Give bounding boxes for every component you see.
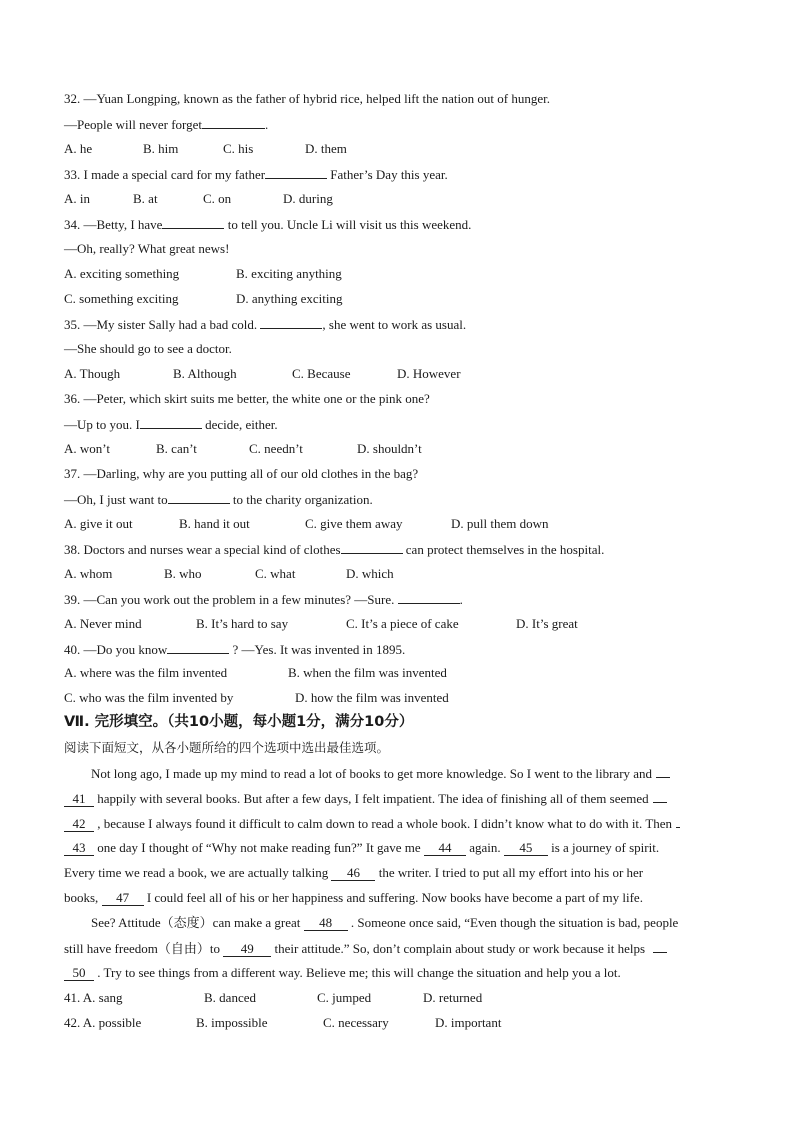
- passage-line-8: [64, 939, 667, 958]
- question-32-option-d: D. them: [305, 141, 347, 156]
- question-41-option-a: 41. A. sang: [64, 990, 123, 1005]
- answer-blank: [341, 540, 403, 554]
- question-34-option-a: A. exciting something: [64, 266, 180, 281]
- blank-43-start: [676, 814, 680, 828]
- question-34-line-1: [64, 215, 471, 234]
- blank-48-number: 48: [304, 915, 348, 931]
- question-32-text: —People will never forget: [64, 117, 203, 132]
- answer-blank: [162, 215, 224, 229]
- blank-43-number: 43: [64, 840, 94, 856]
- question-40-option-b: B. when the film was invented: [288, 665, 447, 680]
- question-40-end: ? —Yes. It was invented in 1895.: [229, 642, 406, 657]
- answer-blank: [167, 640, 229, 654]
- question-34-option-d: D. anything exciting: [236, 291, 343, 306]
- question-40-option-a: A. where was the film invented: [64, 665, 228, 680]
- answer-blank: [140, 415, 202, 429]
- passage-text: happily with several books. But after a few days, I felt impatient. The idea of finishing all of them seemed: [94, 791, 649, 806]
- question-37-option-d: D. pull them down: [451, 516, 549, 531]
- question-32-line-2: [64, 115, 268, 134]
- question-38-option-c: C. what: [255, 566, 296, 581]
- blank-42-start: [653, 789, 667, 803]
- question-39-line-1: [64, 590, 463, 609]
- question-38-end: can protect themselves in the hospital.: [402, 542, 605, 557]
- passage-text: See? Attitude（态度）can make a great: [91, 915, 304, 930]
- question-32-option-b: B. him: [143, 141, 179, 156]
- question-32-line-1: 32. —Yuan Longping, known as the father of hybrid rice, helped lift the nation out of hunger.: [64, 91, 550, 106]
- question-34-option-c: C. something exciting: [64, 291, 179, 306]
- question-37-end: to the charity organization.: [229, 492, 373, 507]
- blank-49-number: 49: [223, 941, 271, 957]
- answer-blank: [260, 315, 322, 329]
- question-38-line-1: [64, 540, 604, 559]
- question-42-option-d: D. important: [435, 1015, 502, 1030]
- question-42-option-b: B. impossible: [196, 1015, 268, 1030]
- question-39-option-c: C. It’s a piece of cake: [346, 616, 459, 631]
- question-39-option-d: D. It’s great: [516, 616, 578, 631]
- question-40-option-c: C. who was the film invented by: [64, 690, 234, 705]
- passage-text: , because I always found it difficult to calm down to read a whole book. I didn’t know what to do with it. Then: [94, 816, 673, 831]
- question-37-text: —Oh, I just want to: [64, 492, 168, 507]
- blank-45-number: 45: [504, 840, 548, 856]
- question-34-end: to tell you. Uncle Li will visit us this weekend.: [224, 217, 472, 232]
- passage-text: is a journey of spirit.: [547, 840, 660, 855]
- answer-blank: [398, 590, 460, 604]
- question-33-line-1: [64, 165, 448, 184]
- passage-text: books,: [64, 890, 102, 905]
- question-37-line-2: [64, 490, 373, 509]
- question-32-option-a: A. he: [64, 141, 93, 156]
- question-37-option-b: B. hand it out: [179, 516, 250, 531]
- answer-blank: [168, 490, 230, 504]
- passage-text: I could feel all of his or her happiness and suffering. Now books have become a part of my life.: [143, 890, 643, 905]
- question-42-option-a: 42. A. possible: [64, 1015, 142, 1030]
- question-36-option-c: C. needn’t: [249, 441, 303, 456]
- question-34-line-2: —Oh, really? What great news!: [64, 241, 230, 256]
- section-title: Ⅶ. 完形填空。（共10小题，每小题1分，满分10分）: [64, 714, 414, 730]
- question-35-line-1: [64, 315, 466, 334]
- question-36-line-1: 36. —Peter, which skirt suits me better, the white one or the pink one?: [64, 391, 430, 406]
- question-36-text: —Up to you. I: [64, 417, 140, 432]
- question-33-text: 33. I made a special card for my father: [64, 167, 266, 182]
- question-36-option-a: A. won’t: [64, 441, 110, 456]
- passage-line-4: [64, 839, 659, 857]
- question-32-end: .: [265, 117, 269, 132]
- blank-44-number: 44: [424, 840, 466, 856]
- question-33-option-d: D. during: [283, 191, 333, 206]
- question-35-line-2: —She should go to see a doctor.: [64, 341, 232, 356]
- question-42-option-c: C. necessary: [323, 1015, 389, 1030]
- question-33-option-c: C. on: [203, 191, 232, 206]
- blank-41-start: [656, 764, 670, 778]
- question-38-option-a: A. whom: [64, 566, 113, 581]
- question-40-line-1: [64, 640, 405, 659]
- question-39-option-a: A. Never mind: [64, 616, 142, 631]
- question-36-end: decide, either.: [201, 417, 278, 432]
- question-39-end: .: [459, 592, 463, 607]
- question-34-option-b: B. exciting anything: [236, 266, 342, 281]
- question-40-text: 40. —Do you know: [64, 642, 168, 657]
- passage-line-6: [64, 889, 643, 907]
- blank-42-number: 42: [64, 816, 94, 832]
- question-41-option-c: C. jumped: [317, 990, 372, 1005]
- question-32-option-c: C. his: [223, 141, 254, 156]
- answer-blank: [202, 115, 265, 129]
- blank-47-number: 47: [102, 890, 144, 906]
- passage-line-5: [64, 864, 643, 882]
- passage-line-3: [64, 814, 680, 833]
- question-41-option-b: B. danced: [204, 990, 256, 1005]
- blank-50-number: 50: [64, 965, 94, 981]
- question-36-option-b: B. can’t: [156, 441, 197, 456]
- answer-blank: [265, 165, 327, 179]
- passage-line-1: [91, 764, 670, 783]
- question-35-text: 35. —My sister Sally had a bad cold.: [64, 317, 261, 332]
- section-instruction: 阅读下面短文，从各小题所给的四个选项中选出最佳选项。: [64, 740, 390, 755]
- question-36-line-2: [64, 415, 278, 434]
- passage-text: . Someone once said, “Even though the situation is bad, people: [347, 915, 679, 930]
- question-39-text: 39. —Can you work out the problem in a few minutes? —Sure.: [64, 592, 398, 607]
- question-37-line-1: 37. —Darling, why are you putting all of our old clothes in the bag?: [64, 466, 419, 481]
- passage-text: again.: [465, 840, 504, 855]
- passage-text: still have freedom（自由）to: [64, 941, 224, 956]
- passage-line-9: [64, 964, 621, 982]
- blank-41-number: 41: [64, 791, 94, 807]
- passage-text: one day I thought of “Why not make reading fun?” It gave me: [94, 840, 424, 855]
- question-35-option-d: D. However: [397, 366, 461, 381]
- question-38-option-d: D. which: [346, 566, 394, 581]
- passage-text: Every time we read a book, we are actually talking: [64, 865, 332, 880]
- question-33-end: Father’s Day this year.: [327, 167, 448, 182]
- question-35-option-a: A. Though: [64, 366, 121, 381]
- passage-text: Not long ago, I made up my mind to read a lot of books to get more knowledge. So I went to the library and: [91, 766, 653, 781]
- passage-text: . Try to see things from a different way. Believe me; this will change the situation and help you a lot.: [94, 965, 621, 980]
- passage-text: the writer. I tried to put all my effort into his or her: [375, 865, 644, 880]
- question-35-option-c: C. Because: [292, 366, 351, 381]
- passage-line-2: [64, 789, 667, 808]
- passage-line-7: [91, 914, 678, 932]
- question-39-option-b: B. It’s hard to say: [196, 616, 289, 631]
- question-37-option-c: C. give them away: [305, 516, 403, 531]
- question-36-option-d: D. shouldn’t: [357, 441, 422, 456]
- question-35-option-b: B. Although: [173, 366, 237, 381]
- question-33-option-a: A. in: [64, 191, 90, 206]
- question-34-text: 34. —Betty, I have: [64, 217, 163, 232]
- question-37-option-a: A. give it out: [64, 516, 133, 531]
- question-33-option-b: B. at: [133, 191, 158, 206]
- question-38-option-b: B. who: [164, 566, 202, 581]
- question-40-option-d: D. how the film was invented: [295, 690, 449, 705]
- blank-50-start: [653, 939, 667, 953]
- passage-text: their attitude.” So, don’t complain about study or work because it helps: [271, 941, 646, 956]
- question-41-option-d: D. returned: [423, 990, 483, 1005]
- blank-46-number: 46: [331, 865, 375, 881]
- question-35-end: , she went to work as usual.: [322, 317, 467, 332]
- question-38-text: 38. Doctors and nurses wear a special kind of clothes: [64, 542, 341, 557]
